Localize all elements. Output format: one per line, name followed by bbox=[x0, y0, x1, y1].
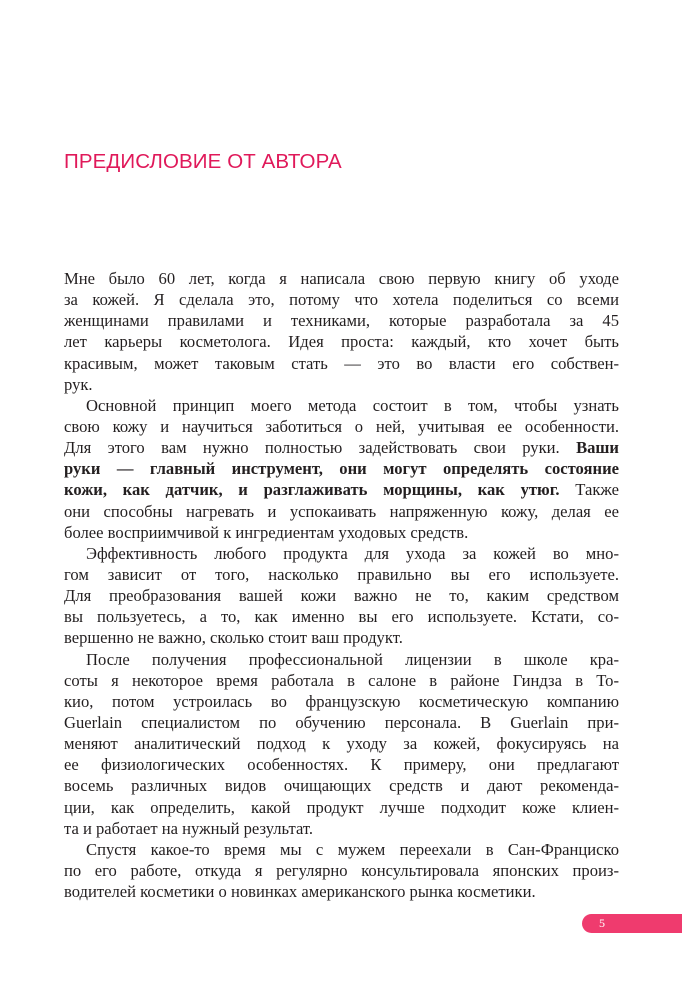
text-line: водителей косметики о новинках американского рынка косметики. bbox=[64, 882, 536, 902]
bold-text: Ваши bbox=[576, 438, 619, 458]
text-line: они способны нагревать и успокаивать напряженную кожу, делая ее bbox=[64, 501, 619, 521]
text-line: Основной принцип моего метода состоит в том, чтобы узнать bbox=[86, 395, 619, 415]
page-number-tab bbox=[582, 914, 682, 933]
text-line bbox=[64, 479, 619, 500]
text-line: женщинами правилами и техниками, которые разработала за 45 bbox=[64, 311, 619, 331]
text-line: лет карьеры косметолога. Идея проста: каждый, кто хочет быть bbox=[64, 332, 619, 352]
text-line: красивым, может таковым стать — это во власти его собствен- bbox=[64, 353, 619, 373]
text-line: вы пользуетесь, а то, как именно вы его используете. Кстати, со- bbox=[64, 607, 619, 627]
text-line: Спустя какое-то время мы с мужем переехали в Сан-Франциско bbox=[86, 839, 619, 859]
body-text bbox=[64, 268, 619, 902]
text-line: ции, как определить, какой продукт лучше подходит коже клиен- bbox=[64, 797, 619, 817]
text-line: рук. bbox=[64, 374, 93, 394]
text-line: свою кожу и научиться заботиться о ней, учитывая ее особенности. bbox=[64, 416, 619, 436]
text-line: Мне было 60 лет, когда я написала свою первую книгу об уходе bbox=[64, 269, 619, 288]
text-line: соты я некоторое время работала в салоне в районе Гиндза в То- bbox=[64, 670, 619, 690]
text-line: Для преобразования вашей кожи важно не то, каким средством bbox=[64, 586, 619, 606]
text-line: меняют аналитический подход к уходу за кожей, фокусируясь на bbox=[64, 734, 619, 754]
text-line: ее физиологических особенностях. К примеру, они предлагают bbox=[64, 755, 619, 775]
text-line: гом зависит от того, насколько правильно вы его используете. bbox=[64, 564, 619, 584]
page-number: 5 bbox=[599, 916, 605, 930]
text-line: вершенно не важно, сколько стоит ваш продукт. bbox=[64, 628, 403, 648]
text-line bbox=[64, 437, 619, 458]
text-line: та и работает на нужный результат. bbox=[64, 818, 314, 838]
text-line: восемь различных видов очищающих средств и дают рекоменда- bbox=[64, 776, 619, 796]
text-segment: Для этого вам нужно полностью задействовать свои руки. bbox=[64, 438, 560, 458]
text-line: Guerlain специалистом по обучению персонала. В Guerlain при- bbox=[64, 712, 619, 732]
text-line: по его работе, откуда я регулярно консультировала японских произ- bbox=[64, 860, 619, 880]
chapter-heading: ПРЕДИСЛОВИЕ ОТ АВТОРА bbox=[64, 150, 342, 173]
text-line: Эффективность любого продукта для ухода за кожей во мно- bbox=[86, 543, 619, 563]
text-line: более восприимчивой к ингредиентам уходовых средств. bbox=[64, 522, 469, 542]
text-line: за кожей. Я сделала это, потому что хотела поделиться со всеми bbox=[64, 290, 619, 310]
text-line: После получения профессиональной лицензии в школе кра- bbox=[86, 649, 619, 669]
text-line: кио, потом устроилась во французскую косметическую компанию bbox=[64, 691, 619, 711]
bold-text: кожи, как датчик, и разглаживать морщины, как утюг. bbox=[64, 480, 560, 500]
bold-text-line: руки — главный инструмент, они могут определять состояние bbox=[64, 459, 619, 479]
text-segment: Также bbox=[575, 480, 619, 500]
